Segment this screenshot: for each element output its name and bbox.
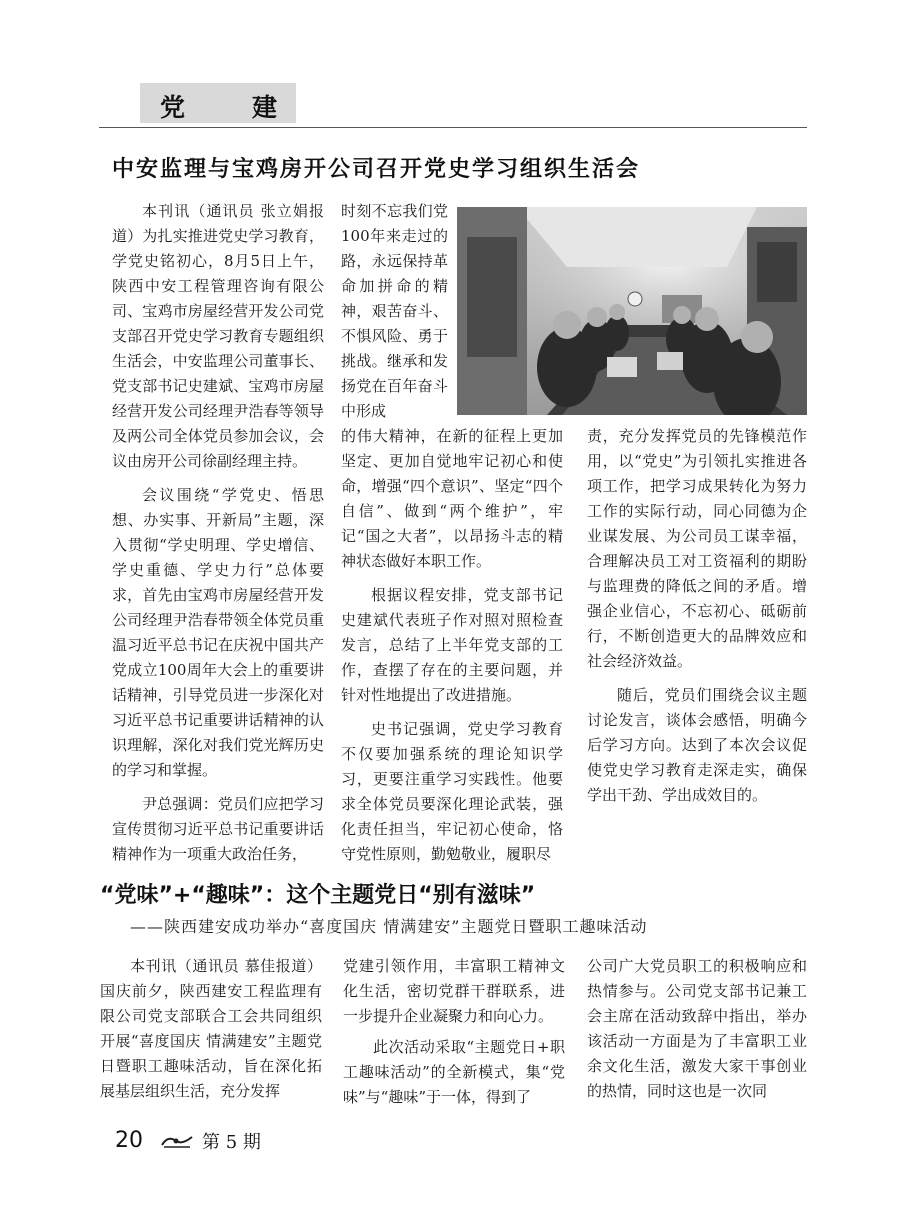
article2-column-3 — [587, 954, 807, 1104]
article1-col1-paragraph-3: 尹总强调：党员们应把学习宣传贯彻习近平总书记重要讲话精神作为一项重大政治任务， — [112, 795, 324, 863]
article1-col1-paragraph-1: 本刊讯（通讯员 张立娟报道）为扎实推进党史学习教育，学党史铭初心，8月5日上午，陕西中安工程管理咨询有限公司、宝鸡市房屋经营开发公司党支部召开党史学习教育专题组织生活会，中安监理公司董事长、党支部书记史建斌、宝鸡市房屋经营开发公司经理尹浩春等领导及两公司全体党员参加会议，会议由房开公司徐副经理主持。 — [112, 202, 324, 470]
article1-col3-paragraph-1: 责，充分发挥党员的先锋模范作用，以“党史”为引领扎实推进各项工作，把学习成果转化为努力工作的实际行动，同心同德为企业谋发展、为公司员工谋幸福，合理解决员工对工资福利的期盼与监理费的降低之间的矛盾。增强企业信心，不忘初心、砥砺前行，不断创造更大的品牌效应和社会经济效益。 — [587, 427, 807, 670]
article1-title: 中安监理与宝鸡房开公司召开党史学习组织生活会 — [112, 156, 641, 182]
article1-col2-paragraph-1: 的伟大精神，在新的征程上更加坚定、更加自觉地牢记初心和使命，增强“四个意识”、坚定“四个自信”、做到“两个维护”，牢记“国之大者”，以昂扬斗志的精神状态做好本职工作。 — [341, 427, 563, 570]
article1-column-2-top — [341, 199, 448, 424]
article1-col2-paragraph-3: 史书记强调，党史学习教育不仅要加强系统的理论知识学习，更要注重学习实践性。他要求全体党员要深化理论武装，强化责任担当，牢记初心使命，恪守党性原则，勤勉敬业，履职尽 — [341, 720, 563, 863]
article2-subtitle: ——陕西建安成功举办“喜度国庆 情满建安”主题党日暨职工趣味活动 — [130, 917, 648, 936]
issue-number: 第 5 期 — [202, 1132, 261, 1153]
article2-col1-paragraph-1: 本刊讯（通讯员 慕佳报道）国庆前夕，陕西建安工程监理有限公司党支部联合工会共同组织开展“喜度国庆 情满建安”主题党日暨职工趣味活动，旨在深化拓展基层组织生活，充分发挥 — [100, 957, 322, 1100]
section-header-char-1: 党 — [160, 93, 186, 122]
section-header — [140, 83, 296, 123]
article1-column-2-main — [341, 424, 563, 867]
article1-col2-top-text: 时刻不忘我们党100年来走过的路，永远保持革命加拼命的精神，艰苦奋斗、不惧风险、勇于挑战。继承和发扬党在百年奋斗中形成 — [341, 202, 448, 420]
article1-col2-paragraph-2: 根据议程安排，党支部书记史建斌代表班子作对照对照检查发言，总结了上半年党支部的工作，查摆了存在的主要问题，并针对性地提出了改进措施。 — [341, 586, 563, 704]
article1-col1-paragraph-2: 会议围绕“学党史、悟思想、办实事、开新局”主题，深入贯彻“学史明理、学史增信、学史重德、学史力行”总体要求，首先由宝鸡市房屋经营开发公司经理尹浩春带领全体党员重温习近平总书记在庆祝中国共产党成立100周年大会上的重要讲话精神，引导党员进一步深化对习近平总书记重要讲话精神的认识理解，深化对我们党光辉历史的学习和掌握。 — [112, 486, 324, 779]
page-number: 20 — [115, 1128, 143, 1153]
section-divider — [99, 127, 807, 128]
article1-column-3 — [587, 424, 807, 808]
magazine-logo-icon — [160, 1133, 194, 1149]
article2-col2-paragraph-1: 党建引领作用，丰富职工精神文化生活，密切党群干群联系，进一步提升企业凝聚力和向心力。 — [343, 957, 565, 1025]
article2-title: “党味”+“趣味”：这个主题党日“别有滋味” — [100, 883, 536, 908]
article2-column-1 — [100, 954, 322, 1104]
section-header-char-2: 建 — [252, 93, 278, 122]
meeting-photo-image — [457, 207, 807, 415]
meeting-photo — [457, 207, 807, 415]
article2-col2-paragraph-2: 此次活动采取“主题党日+职工趣味活动”的全新模式，集“党味”与“趣味”于一体，得到了 — [343, 1038, 565, 1106]
article1-column-1 — [112, 199, 324, 867]
article1-col3-paragraph-2: 随后，党员们围绕会议主题讨论发言，谈体会感悟，明确今后学习方向。达到了本次会议促使党史学习教育走深走实，确保学出干劲、学出成效目的。 — [587, 686, 807, 804]
article2-column-2 — [343, 954, 565, 1110]
article2-col3-paragraph-1: 公司广大党员职工的积极响应和热情参与。公司党支部书记兼工会主席在活动致辞中指出，举办该活动一方面是为了丰富职工业余文化生活，激发大家干事创业的热情，同时这也是一次同 — [587, 957, 807, 1100]
